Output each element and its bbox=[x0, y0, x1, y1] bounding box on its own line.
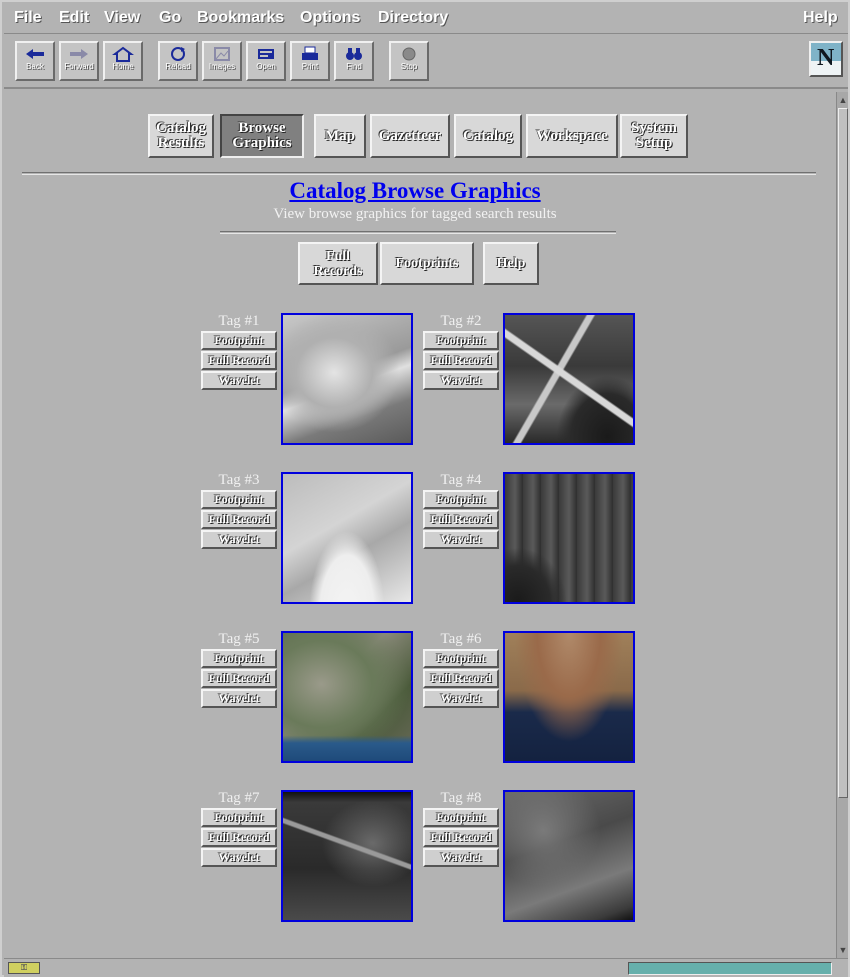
nav-map[interactable]: Map bbox=[314, 114, 366, 158]
status-bar bbox=[4, 958, 848, 977]
menu-bar bbox=[4, 4, 848, 34]
full-records-button[interactable]: Full Records bbox=[298, 242, 378, 285]
tag-3 bbox=[201, 472, 413, 604]
printer-icon bbox=[299, 46, 321, 62]
full-record-button[interactable]: Full Record bbox=[201, 669, 277, 688]
footprint-button[interactable]: Footprint bbox=[423, 808, 499, 827]
images-label: Images bbox=[208, 62, 236, 71]
tag-7 bbox=[201, 790, 413, 922]
wavelet-button[interactable]: Wavelet bbox=[423, 371, 499, 390]
full-record-button[interactable]: Full Record bbox=[423, 669, 499, 688]
tag-label: Tag #3 bbox=[218, 472, 260, 488]
reload-icon bbox=[167, 46, 189, 62]
security-key-icon[interactable]: ⚿ bbox=[8, 962, 40, 974]
aerial-photo-color-city[interactable] bbox=[281, 631, 413, 763]
aerial-photo-color-farmland[interactable] bbox=[503, 631, 635, 763]
menu-view[interactable]: View bbox=[104, 9, 141, 26]
tag-6 bbox=[423, 631, 635, 763]
tag-5 bbox=[201, 631, 413, 763]
full-record-button[interactable]: Full Record bbox=[423, 828, 499, 847]
wavelet-button[interactable]: Wavelet bbox=[201, 689, 277, 708]
nav-gazetteer[interactable]: Gazetteer bbox=[370, 114, 450, 158]
forward-button[interactable] bbox=[59, 41, 99, 81]
aerial-photo-airport[interactable] bbox=[503, 313, 635, 445]
menu-go[interactable]: Go bbox=[159, 9, 182, 26]
menu-bookmarks[interactable]: Bookmarks bbox=[197, 9, 285, 26]
menu-directory[interactable]: Directory bbox=[378, 9, 449, 26]
aerial-photo-dark-coast[interactable] bbox=[503, 472, 635, 604]
tag-label: Tag #2 bbox=[440, 313, 482, 329]
divider bbox=[22, 172, 816, 175]
footprint-button[interactable]: Footprint bbox=[201, 649, 277, 668]
progress-bar bbox=[628, 962, 832, 975]
tag-label: Tag #1 bbox=[218, 313, 260, 329]
vertical-scrollbar[interactable] bbox=[836, 92, 848, 958]
full-record-button[interactable]: Full Record bbox=[201, 828, 277, 847]
tag-2 bbox=[423, 313, 635, 445]
page-content bbox=[6, 92, 836, 958]
back-arrow-icon bbox=[24, 46, 46, 62]
nav-system-setup[interactable]: System Setup bbox=[620, 114, 688, 158]
footprint-button[interactable]: Footprint bbox=[201, 490, 277, 509]
back-label: Back bbox=[26, 62, 44, 71]
scroll-up-arrow-icon[interactable]: ▲ bbox=[838, 95, 848, 105]
page-title[interactable]: Catalog Browse Graphics bbox=[289, 178, 541, 203]
wavelet-button[interactable]: Wavelet bbox=[201, 530, 277, 549]
netscape-logo[interactable] bbox=[809, 41, 843, 77]
wavelet-button[interactable]: Wavelet bbox=[423, 848, 499, 867]
tag-label: Tag #4 bbox=[440, 472, 482, 488]
menu-file[interactable]: File bbox=[14, 9, 42, 26]
title-divider bbox=[220, 231, 616, 234]
stop-label: Stop bbox=[400, 62, 418, 71]
tag-label: Tag #5 bbox=[218, 631, 260, 647]
footprint-button[interactable]: Footprint bbox=[201, 808, 277, 827]
menu-help[interactable]: Help bbox=[803, 9, 838, 26]
footprint-button[interactable]: Footprint bbox=[423, 490, 499, 509]
binoculars-icon bbox=[343, 46, 365, 62]
toolbar bbox=[4, 35, 848, 89]
stop-button[interactable] bbox=[389, 41, 429, 81]
back-button[interactable] bbox=[15, 41, 55, 81]
aerial-photo-light-coast[interactable] bbox=[281, 472, 413, 604]
tag-label: Tag #8 bbox=[440, 790, 482, 806]
wavelet-button[interactable]: Wavelet bbox=[423, 530, 499, 549]
full-record-button[interactable]: Full Record bbox=[201, 510, 277, 529]
scrollbar-thumb[interactable] bbox=[838, 108, 848, 798]
tag-4 bbox=[423, 472, 635, 604]
aerial-photo-gray-city[interactable] bbox=[503, 790, 635, 922]
nav-browse-graphics[interactable]: Browse Graphics bbox=[220, 114, 304, 158]
reload-label: Reload bbox=[165, 62, 191, 71]
wavelet-button[interactable]: Wavelet bbox=[423, 689, 499, 708]
forward-arrow-icon bbox=[68, 46, 90, 62]
scroll-down-arrow-icon[interactable]: ▼ bbox=[838, 945, 848, 955]
menu-edit[interactable]: Edit bbox=[59, 9, 90, 26]
reload-button[interactable] bbox=[158, 41, 198, 81]
print-label: Print bbox=[301, 62, 319, 71]
nav-catalog[interactable]: Catalog bbox=[454, 114, 522, 158]
images-icon bbox=[211, 46, 233, 62]
tag-label: Tag #7 bbox=[218, 790, 260, 806]
aerial-photo-dark-city[interactable] bbox=[281, 790, 413, 922]
forward-label: Forward bbox=[64, 62, 94, 71]
nav-workspace[interactable]: Workspace bbox=[526, 114, 618, 158]
stop-icon bbox=[398, 46, 420, 62]
find-button[interactable] bbox=[334, 41, 374, 81]
footprints-button[interactable]: Footprints bbox=[380, 242, 474, 285]
open-icon bbox=[255, 46, 277, 62]
page-subtitle: View browse graphics for tagged search results bbox=[273, 206, 557, 222]
wavelet-button[interactable]: Wavelet bbox=[201, 848, 277, 867]
nav-catalog-results[interactable]: Catalog Results bbox=[148, 114, 214, 158]
home-icon bbox=[112, 46, 134, 62]
tag-8 bbox=[423, 790, 635, 922]
menu-options[interactable]: Options bbox=[300, 9, 361, 26]
images-button[interactable] bbox=[202, 41, 242, 81]
open-label: Open bbox=[256, 62, 276, 71]
tag-label: Tag #6 bbox=[440, 631, 482, 647]
aerial-photo-grayscale-coast[interactable] bbox=[281, 313, 413, 445]
full-record-button[interactable]: Full Record bbox=[423, 351, 499, 370]
footprint-button[interactable]: Footprint bbox=[201, 331, 277, 350]
open-button[interactable] bbox=[246, 41, 286, 81]
full-record-button[interactable]: Full Record bbox=[423, 510, 499, 529]
full-record-button[interactable]: Full Record bbox=[201, 351, 277, 370]
netscape-logo-letter: N bbox=[817, 45, 835, 71]
tag-1 bbox=[201, 313, 413, 445]
footprint-button[interactable]: Footprint bbox=[423, 649, 499, 668]
find-label: Find bbox=[346, 62, 362, 71]
footprint-button[interactable]: Footprint bbox=[423, 331, 499, 350]
home-label: Home bbox=[112, 62, 134, 71]
print-button[interactable] bbox=[290, 41, 330, 81]
wavelet-button[interactable]: Wavelet bbox=[201, 371, 277, 390]
help-button[interactable]: Help bbox=[483, 242, 539, 285]
home-button[interactable] bbox=[103, 41, 143, 81]
